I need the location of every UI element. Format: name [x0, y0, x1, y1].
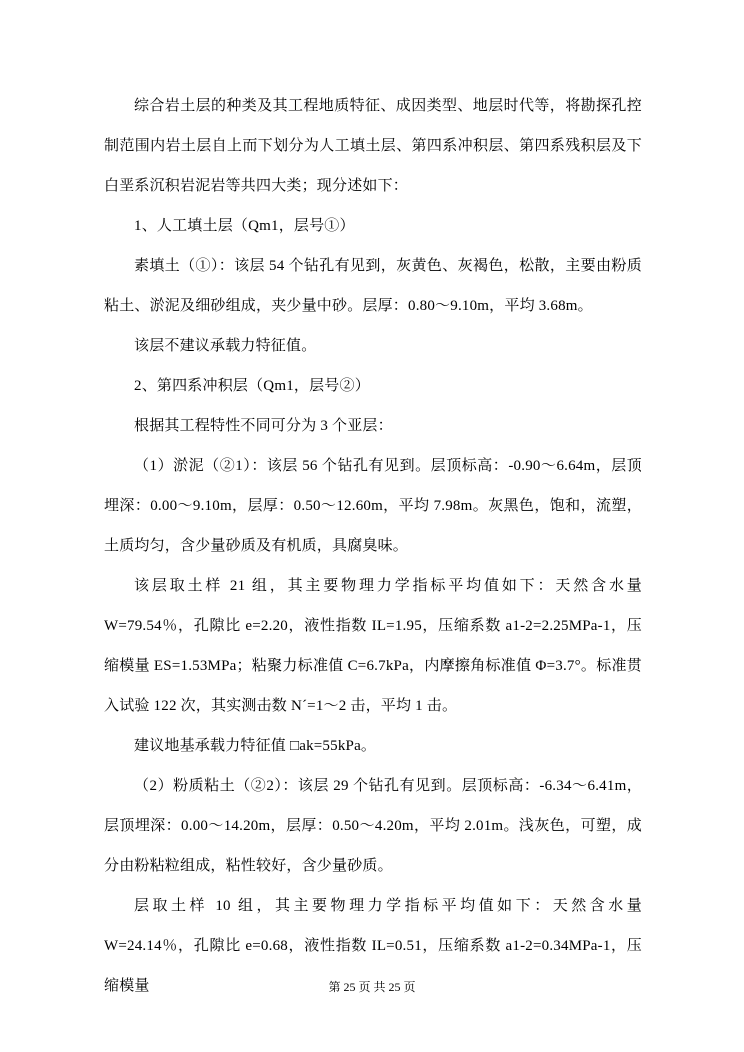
- paragraph-intro: 综合岩土层的种类及其工程地质特征、成因类型、地层时代等，将勘探孔控制范围内岩土层自上而下划分为人工填土层、第四系冲积层、第四系残积层及下白垩系沉积岩泥岩等共四大类；现分述如下：: [104, 98, 642, 194]
- paragraph-no-bearing-value: 该层不建议承载力特征值。: [134, 338, 317, 354]
- paragraph-silt-indicators: 该层取土样 21 组，其主要物理力学指标平均值如下：天然含水量 W=79.54％，孔隙比 e=2.20，液性指数 IL=1.95，压缩系数 a1-2=2.25MPa-1，压缩模量 ES=1.53MPa；粘聚力标准值 C=6.7kPa，内摩擦角标准值 Φ=3.7°。标准贯入试验 122 次，其实测击数 N´=1～2 击，平均 1 击。: [104, 578, 642, 714]
- paragraph-silty-clay-indicators: 层取土样 10 组，其主要物理力学指标平均值如下：天然含水量 W=24.14％，孔隙比 e=0.68，液性指数 IL=0.51，压缩系数 a1-2=0.34MPa-1，压缩模量: [104, 898, 642, 994]
- document-body: [104, 86, 642, 1006]
- paragraph-sublayer-note: 根据其工程特性不同可分为 3 个亚层：: [134, 418, 393, 434]
- paragraph-bearing-value: 建议地基承载力特征值 □ak=55kPa。: [134, 738, 377, 754]
- paragraph-silt: （1）淤泥（②1）：该层 56 个钻孔有见到。层顶标高：-0.90～6.64m，层顶埋深：0.00～9.10m，层厚：0.50～12.60m，平均 7.98m。灰黑色，饱和，流塑，土质均匀，含少量砂质及有机质，具腐臭味。: [104, 458, 642, 554]
- page-number-footer: 第 25 页 共 25 页: [328, 980, 416, 994]
- heading-alluvial-layer: 2、第四系冲积层（Qm1，层号②）: [134, 378, 370, 394]
- paragraph-fill-soil: 素填土（①）：该层 54 个钻孔有见到，灰黄色、灰褐色，松散，主要由粉质粘土、淤泥及细砂组成，夹少量中砂。层厚：0.80～9.10m，平均 3.68m。: [104, 258, 642, 314]
- paragraph-silty-clay: （2）粉质粘土（②2）：该层 29 个钻孔有见到。层顶标高：-6.34～6.41m，层顶埋深：0.00～14.20m，层厚：0.50～4.20m，平均 2.01m。浅灰色，可塑，成分由粉粘粒组成，粘性较好，含少量砂质。: [104, 778, 642, 874]
- heading-fill-layer: 1、人工填土层（Qm1，层号①）: [134, 218, 355, 234]
